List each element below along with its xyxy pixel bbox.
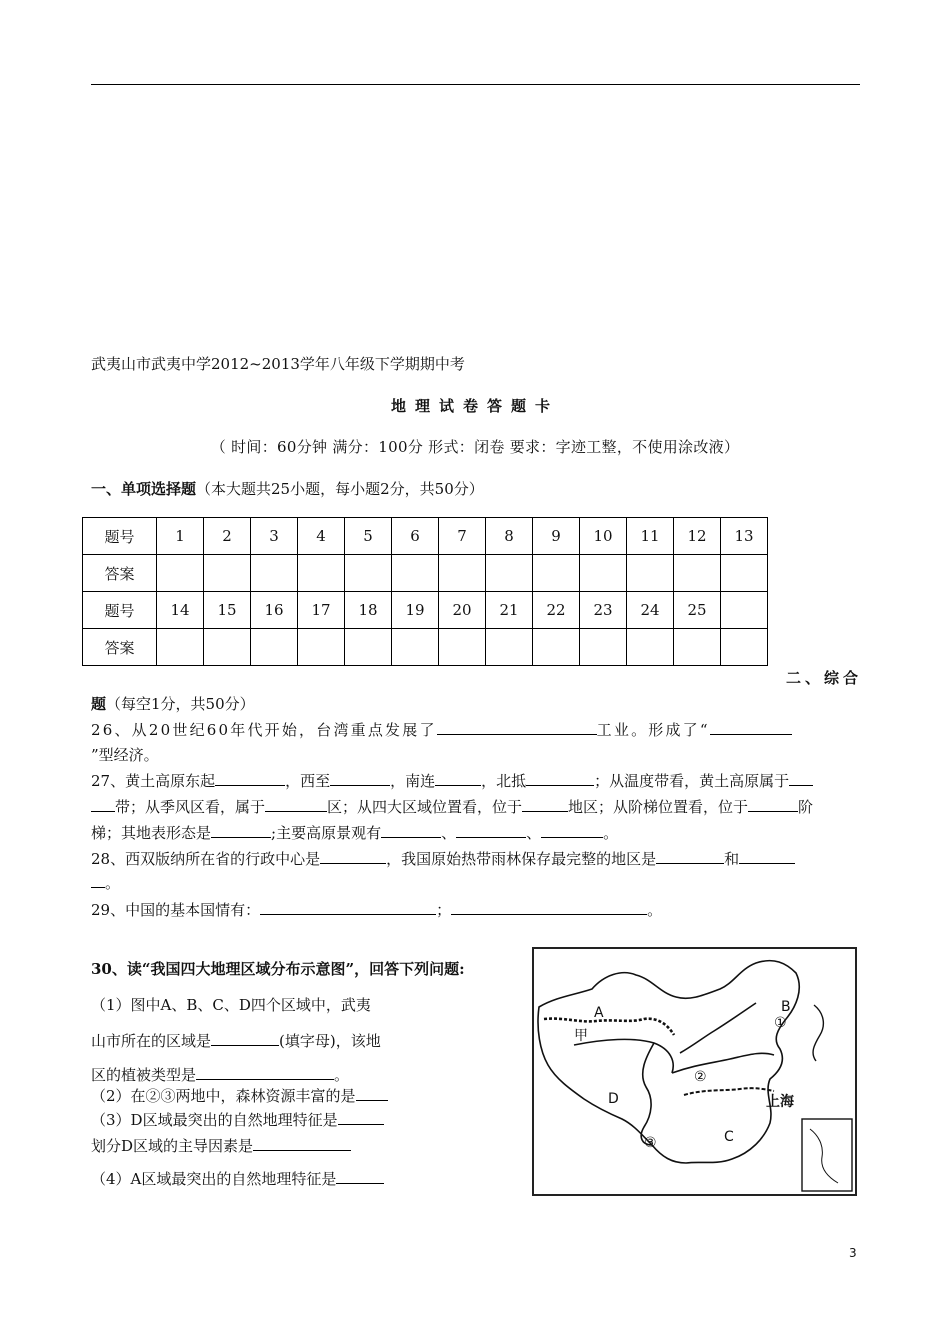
qnum-cell: 9 bbox=[533, 518, 580, 555]
answer-cell[interactable] bbox=[533, 555, 580, 592]
answer-cell[interactable] bbox=[157, 555, 204, 592]
map-label-c: C bbox=[724, 1129, 734, 1145]
qnum-cell: 13 bbox=[721, 518, 768, 555]
page-title: 地理试卷答题卡 bbox=[390, 397, 559, 415]
qnum-cell: 1 bbox=[157, 518, 204, 555]
answer-cell[interactable] bbox=[486, 629, 533, 666]
page-number: 3 bbox=[849, 1246, 857, 1260]
table-row bbox=[83, 555, 768, 592]
question-30-1-line1: （1）图中A、B、C、D四个区域中，武夷 bbox=[91, 996, 371, 1014]
answer-table bbox=[82, 517, 768, 666]
q28-text: 。 bbox=[105, 874, 121, 892]
blank-field[interactable] bbox=[91, 797, 115, 812]
q27-text: ，西至 bbox=[285, 772, 331, 790]
blank-field[interactable] bbox=[211, 823, 271, 838]
answer-cell[interactable] bbox=[345, 555, 392, 592]
question-26-line2 bbox=[91, 744, 159, 765]
q30-text: 山市所在的区域是 bbox=[91, 1032, 212, 1050]
blank-field[interactable] bbox=[330, 771, 390, 786]
header-rule bbox=[91, 84, 860, 85]
question-30-title: 30、读“我国四大地理区域分布示意图”，回答下列问题: bbox=[91, 960, 465, 978]
qnum-cell bbox=[721, 592, 768, 629]
section2-note: （每空1分，共50分） bbox=[106, 695, 255, 713]
blank-field[interactable] bbox=[522, 797, 568, 812]
country-outline bbox=[538, 961, 799, 1163]
school-line: 武夷山市武夷中学2012~2013学年八年级下学期期中考 bbox=[91, 355, 465, 373]
qnum-cell: 12 bbox=[674, 518, 721, 555]
question-27-line2 bbox=[91, 796, 813, 817]
qnum-cell: 10 bbox=[580, 518, 627, 555]
region-boundary bbox=[672, 1053, 774, 1073]
table-row bbox=[83, 518, 768, 555]
q30-text: （2）在②③两地中，森林资源丰富的是 bbox=[91, 1087, 356, 1105]
answer-cell[interactable] bbox=[674, 555, 721, 592]
q27-text: 27、黄土高原东起 bbox=[91, 772, 216, 790]
blank-field[interactable] bbox=[381, 823, 441, 838]
blank-field[interactable] bbox=[739, 849, 795, 864]
answer-cell[interactable] bbox=[345, 629, 392, 666]
section1-heading bbox=[91, 478, 484, 499]
question-30-3-line2 bbox=[91, 1135, 351, 1156]
question-28-line1 bbox=[91, 848, 795, 869]
map-label-one: ① bbox=[774, 1015, 787, 1031]
answer-cell[interactable] bbox=[580, 555, 627, 592]
q27-text: 地区；从阶梯位置看，位于 bbox=[568, 798, 749, 816]
q27-text: 梯；其地表形态是 bbox=[91, 824, 212, 842]
inset-coast bbox=[810, 1129, 838, 1183]
question-30-3-line1 bbox=[91, 1109, 384, 1130]
blank-field[interactable] bbox=[215, 771, 285, 786]
question-26-line1 bbox=[91, 719, 792, 740]
section1-note: （本大题共25小题，每小题2分，共50分） bbox=[196, 480, 484, 498]
q26-text-b: 工业。形成了“ bbox=[596, 721, 710, 739]
blank-field[interactable] bbox=[338, 1110, 384, 1125]
q27-text: 、 bbox=[526, 824, 542, 842]
q30-text: （4）A区域最突出的自然地理特征是 bbox=[91, 1170, 337, 1188]
qnum-cell: 16 bbox=[251, 592, 298, 629]
q27-text: 。 bbox=[603, 824, 619, 842]
answer-cell[interactable] bbox=[298, 629, 345, 666]
q30-text: (填字母)，该地 bbox=[279, 1032, 381, 1050]
blank-field[interactable] bbox=[541, 823, 603, 838]
qnum-cell: 20 bbox=[439, 592, 486, 629]
coastline bbox=[813, 1005, 823, 1061]
blank-field[interactable] bbox=[336, 1169, 384, 1184]
q28-text: 和 bbox=[724, 850, 740, 868]
q27-text: ，南连 bbox=[390, 772, 436, 790]
blank-field[interactable] bbox=[253, 1136, 351, 1151]
q27-text: 阶 bbox=[798, 798, 814, 816]
answer-cell[interactable] bbox=[627, 555, 674, 592]
inset-map-frame bbox=[802, 1119, 852, 1191]
qnum-cell: 19 bbox=[392, 592, 439, 629]
qnum-cell: 14 bbox=[157, 592, 204, 629]
blank-field[interactable] bbox=[526, 771, 594, 786]
blank-field[interactable] bbox=[196, 1065, 334, 1080]
q30-text: 区的植被类型是 bbox=[91, 1066, 197, 1084]
q28-text: ，我国原始热带雨林保存最完整的地区是 bbox=[386, 850, 657, 868]
q27-text: 、 bbox=[441, 824, 457, 842]
answer-cell[interactable] bbox=[392, 555, 439, 592]
qnum-cell: 15 bbox=[204, 592, 251, 629]
blank-field[interactable] bbox=[656, 849, 724, 864]
blank-field[interactable] bbox=[265, 797, 327, 812]
table-row bbox=[83, 629, 768, 666]
blank-field[interactable] bbox=[789, 771, 813, 786]
q27-text: ;主要高原景观有 bbox=[271, 824, 382, 842]
answer-cell[interactable] bbox=[486, 555, 533, 592]
qnum-label: 题号 bbox=[83, 518, 157, 555]
qnum-cell: 25 bbox=[674, 592, 721, 629]
map-label-b: B bbox=[781, 999, 791, 1015]
q30-text: 。 bbox=[334, 1066, 350, 1084]
blank-field[interactable] bbox=[91, 873, 105, 888]
qnum-cell: 7 bbox=[439, 518, 486, 555]
answer-label: 答案 bbox=[83, 555, 157, 592]
section1-title: 一、单项选择题 bbox=[91, 480, 197, 498]
blank-field[interactable] bbox=[260, 900, 436, 915]
region-boundary bbox=[574, 1039, 673, 1073]
table-row bbox=[83, 592, 768, 629]
answer-cell[interactable] bbox=[674, 629, 721, 666]
question-27-line1 bbox=[91, 770, 813, 791]
mountain-range bbox=[544, 1019, 674, 1035]
answer-cell[interactable] bbox=[157, 629, 204, 666]
q26-text-a: 26、从20世纪60年代开始，台湾重点发展了 bbox=[91, 721, 437, 739]
question-30-4-line bbox=[91, 1168, 384, 1189]
q29-text: 29、中国的基本国情有： bbox=[91, 901, 261, 919]
answer-cell[interactable] bbox=[251, 629, 298, 666]
map-label-two: ② bbox=[694, 1069, 707, 1085]
blank-field[interactable] bbox=[356, 1086, 388, 1101]
answer-cell[interactable] bbox=[204, 555, 251, 592]
answer-cell[interactable] bbox=[439, 629, 486, 666]
qnum-cell: 23 bbox=[580, 592, 627, 629]
answer-label: 答案 bbox=[83, 629, 157, 666]
question-29-line bbox=[91, 899, 662, 920]
answer-cell[interactable] bbox=[251, 555, 298, 592]
blank-field[interactable] bbox=[435, 771, 481, 786]
blank-field[interactable] bbox=[451, 900, 647, 915]
answer-cell[interactable] bbox=[439, 555, 486, 592]
answer-cell[interactable] bbox=[204, 629, 251, 666]
china-regions-map bbox=[532, 947, 857, 1196]
question-30-1-line2 bbox=[91, 1030, 381, 1051]
answer-cell[interactable] bbox=[533, 629, 580, 666]
qnum-cell: 22 bbox=[533, 592, 580, 629]
qnum-cell: 21 bbox=[486, 592, 533, 629]
answer-cell[interactable] bbox=[392, 629, 439, 666]
region-boundary bbox=[680, 1003, 756, 1053]
qnum-cell: 5 bbox=[345, 518, 392, 555]
qnum-cell: 3 bbox=[251, 518, 298, 555]
map-label-a: A bbox=[594, 1005, 604, 1021]
q27-text: 区；从四大区域位置看，位于 bbox=[327, 798, 523, 816]
qnum-cell: 11 bbox=[627, 518, 674, 555]
answer-cell[interactable] bbox=[721, 555, 768, 592]
map-label-jia: 甲 bbox=[574, 1028, 588, 1044]
qnum-cell: 17 bbox=[298, 592, 345, 629]
section2-heading-line bbox=[91, 693, 255, 714]
qnum-cell: 18 bbox=[345, 592, 392, 629]
qnum-cell: 8 bbox=[486, 518, 533, 555]
qnum-cell: 4 bbox=[298, 518, 345, 555]
river bbox=[684, 1088, 774, 1095]
q30-text: 划分D区域的主导因素是 bbox=[91, 1137, 254, 1155]
q29-text: ； bbox=[436, 901, 452, 919]
q27-text: 带；从季风区看，属于 bbox=[115, 798, 266, 816]
blank-field[interactable] bbox=[320, 849, 386, 864]
map-label-shanghai: 上海 bbox=[766, 1094, 794, 1110]
map-label-three: ③ bbox=[644, 1135, 657, 1151]
map-label-d: D bbox=[608, 1091, 619, 1107]
answer-cell[interactable] bbox=[627, 629, 674, 666]
q26-text-c: ”型经济。 bbox=[91, 746, 159, 764]
answer-cell[interactable] bbox=[721, 629, 768, 666]
section2-heading-part2: 题 bbox=[91, 695, 107, 713]
question-30-1-line3 bbox=[91, 1064, 349, 1085]
question-28-line2 bbox=[91, 872, 120, 893]
region-boundary bbox=[641, 1043, 654, 1145]
blank-field[interactable] bbox=[710, 720, 792, 735]
answer-cell[interactable] bbox=[298, 555, 345, 592]
question-30-2-line bbox=[91, 1085, 388, 1106]
blank-field[interactable] bbox=[437, 720, 597, 735]
question-27-line3 bbox=[91, 822, 618, 843]
q28-text: 28、西双版纳所在省的行政中心是 bbox=[91, 850, 321, 868]
qnum-cell: 24 bbox=[627, 592, 674, 629]
q29-text: 。 bbox=[647, 901, 663, 919]
section2-heading-part1: 二、综合 bbox=[786, 669, 863, 687]
exam-info: （ 时间：60分钟 满分：100分 形式：闭卷 要求：字迹工整，不使用涂改液） bbox=[210, 438, 740, 456]
qnum-cell: 2 bbox=[204, 518, 251, 555]
qnum-label: 题号 bbox=[83, 592, 157, 629]
blank-field[interactable] bbox=[748, 797, 798, 812]
blank-field[interactable] bbox=[211, 1031, 279, 1046]
q27-text: ；从温度带看，黄土高原属于 bbox=[594, 772, 790, 790]
q27-text: ，北抵 bbox=[481, 772, 527, 790]
answer-cell[interactable] bbox=[580, 629, 627, 666]
blank-field[interactable] bbox=[456, 823, 526, 838]
qnum-cell: 6 bbox=[392, 518, 439, 555]
q30-text: （3）D区域最突出的自然地理特征是 bbox=[91, 1111, 338, 1129]
